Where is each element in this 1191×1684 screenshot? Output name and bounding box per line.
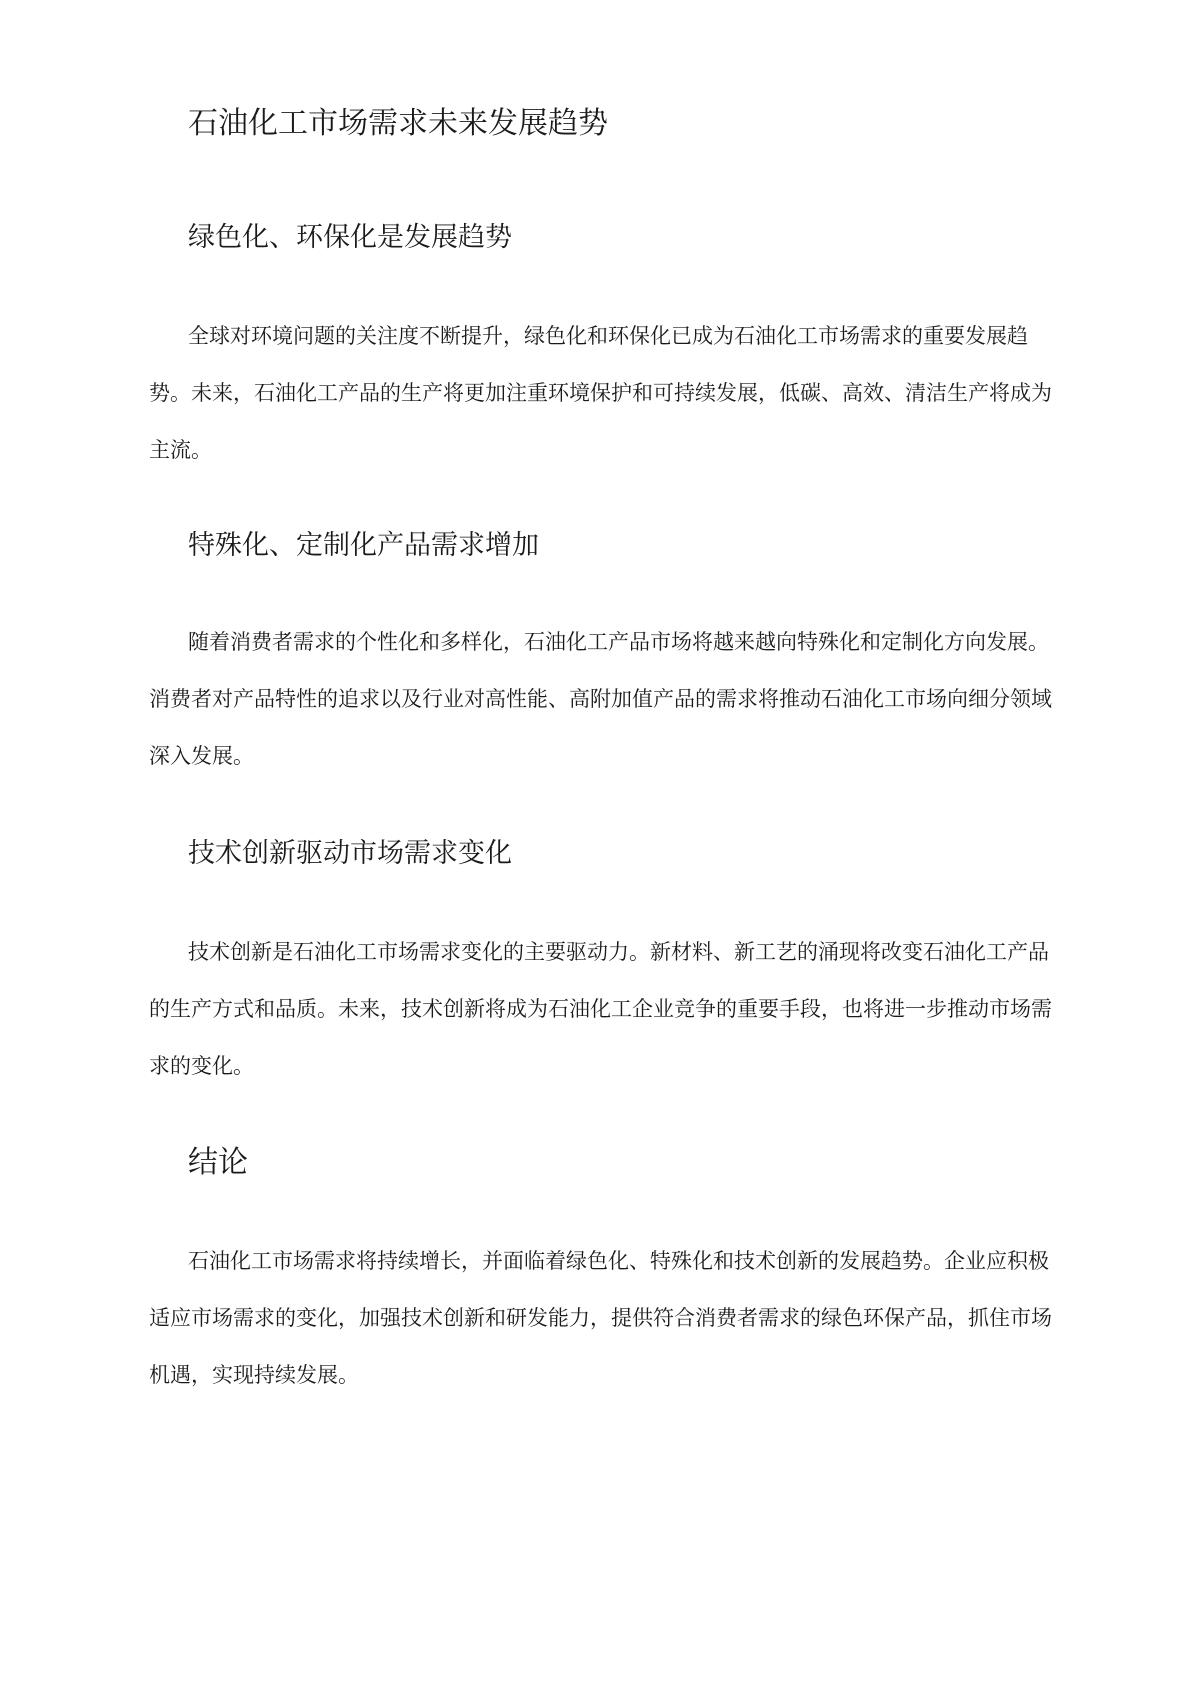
section-heading-innovation: 技术创新驱动市场需求变化 [188, 838, 512, 869]
section-body-green: 全球对环境问题的关注度不断提升，绿色化和环保化已成为石油化工市场需求的重要发展趋势。未来，石油化工产品的生产将更加注重环境保护和可持续发展，低碳、高效、清洁生产将成为主流。 [149, 324, 1052, 462]
section-body-conclusion: 石油化工市场需求将持续增长，并面临着绿色化、特殊化和技术创新的发展趋势。企业应积极适应市场需求的变化，加强技术创新和研发能力，提供符合消费者需求的绿色环保产品，抓住市场机遇，实现持续发展。 [149, 1249, 1052, 1387]
section-body-customization: 随着消费者需求的个性化和多样化，石油化工产品市场将越来越向特殊化和定制化方向发展。消费者对产品特性的追求以及行业对高性能、高附加值产品的需求将推动石油化工市场向细分领域深入发展。 [149, 630, 1052, 768]
document-title: 石油化工市场需求未来发展趋势 [188, 106, 608, 141]
section-heading-customization: 特殊化、定制化产品需求增加 [188, 530, 539, 561]
section-body-innovation: 技术创新是石油化工市场需求变化的主要驱动力。新材料、新工艺的涌现将改变石油化工产品的生产方式和品质。未来，技术创新将成为石油化工企业竞争的重要手段，也将进一步推动市场需求的变化。 [149, 940, 1052, 1078]
section-heading-green: 绿色化、环保化是发展趋势 [188, 222, 512, 253]
section-heading-conclusion: 结论 [188, 1145, 248, 1180]
